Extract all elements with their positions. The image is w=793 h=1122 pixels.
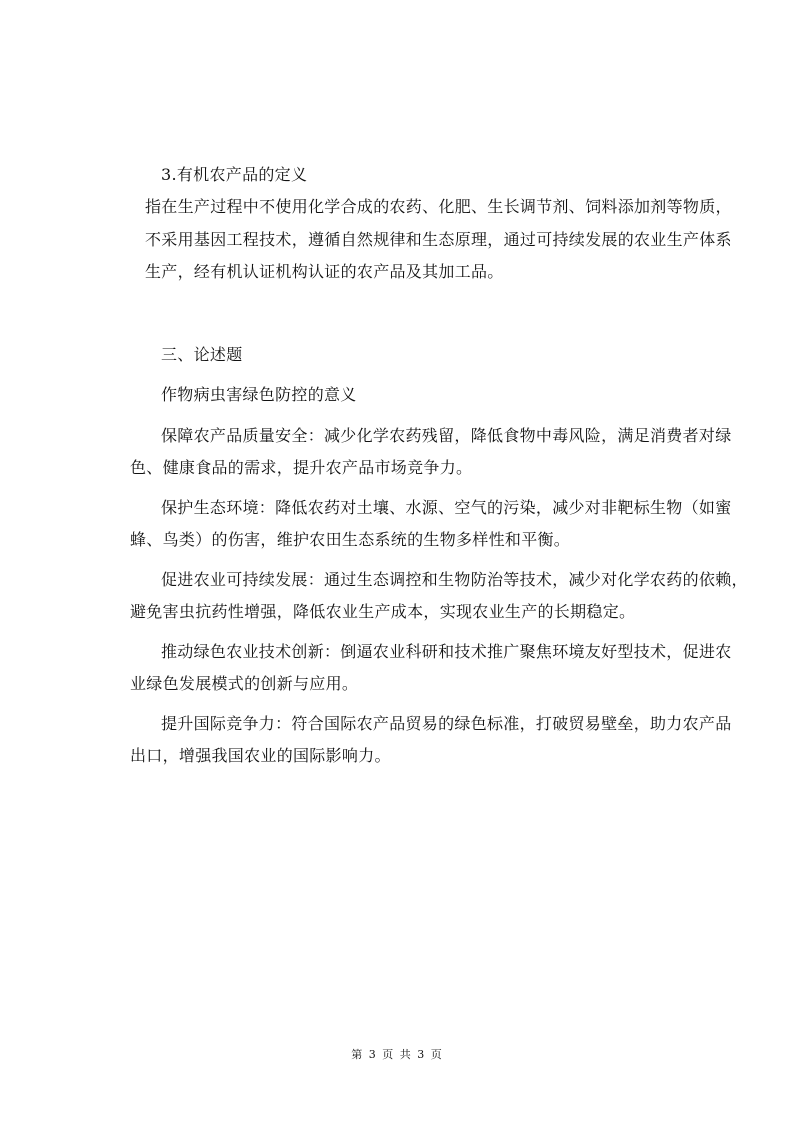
paragraph-1-line-2: 色、健康食品的需求，提升农产品市场竞争力。 bbox=[130, 458, 473, 477]
definition-line-3: 生产，经有机认证机构认证的农产品及其加工品。 bbox=[145, 262, 504, 281]
definition-line-1: 指在生产过程中不使用化学合成的农药、化肥、生长调节剂、饲料添加剂等物质， bbox=[145, 197, 732, 216]
essay-question-title: 作物病虫害绿色防控的意义 bbox=[161, 385, 357, 404]
paragraph-1-line-1: 保障农产品质量安全：减少化学农药残留，降低食物中毒风险，满足消费者对绿 bbox=[161, 426, 732, 445]
paragraph-2-line-1: 保护生态环境：降低农药对土壤、水源、空气的污染，减少对非靶标生物（如蜜 bbox=[161, 498, 732, 517]
paragraph-5-line-2: 出口，增强我国农业的国际影响力。 bbox=[130, 746, 391, 765]
essay-section-heading: 三、论述题 bbox=[161, 345, 243, 364]
paragraph-2-line-2: 蜂、鸟类）的伤害，维护农田生态系统的生物多样性和平衡。 bbox=[130, 530, 571, 549]
definition-line-2: 不采用基因工程技术，遵循自然规律和生态原理，通过可持续发展的农业生产体系 bbox=[145, 230, 732, 249]
definition-heading: 3.有机农产品的定义 bbox=[161, 165, 308, 184]
paragraph-4-line-1: 推动绿色农业技术创新：倒逼农业科研和技术推广聚焦环境友好型技术，促进农 bbox=[161, 642, 732, 661]
paragraph-4-line-2: 业绿色发展模式的创新与应用。 bbox=[130, 674, 359, 693]
page-number: 第 3 页 共 3 页 bbox=[351, 1048, 442, 1061]
paragraph-5-line-1: 提升国际竞争力：符合国际农产品贸易的绿色标准，打破贸易壁垒，助力农产品 bbox=[161, 714, 732, 733]
paragraph-3-line-2: 避免害虫抗药性增强，降低农业生产成本，实现农业生产的长期稳定。 bbox=[130, 602, 636, 621]
paragraph-3-line-1: 促进农业可持续发展：通过生态调控和生物防治等技术，减少对化学农药的依赖， bbox=[161, 570, 748, 589]
